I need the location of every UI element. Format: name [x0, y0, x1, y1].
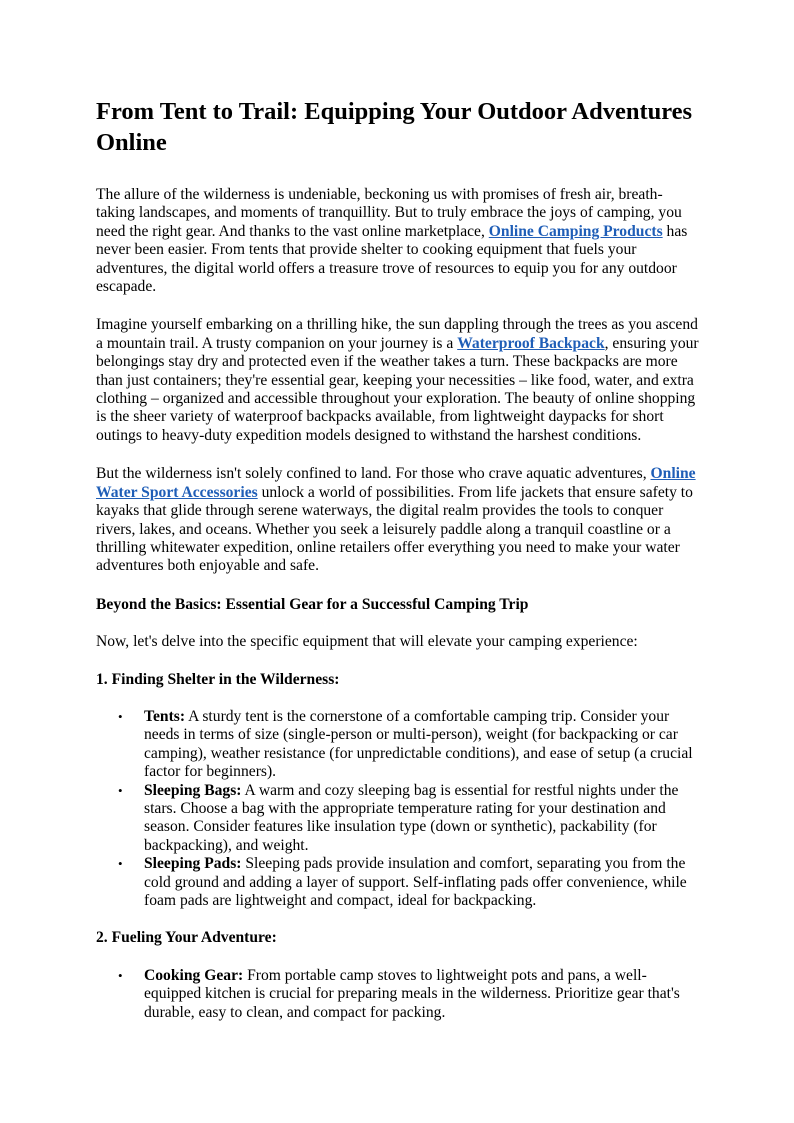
list-item-term: Sleeping Pads: [144, 855, 242, 873]
waterproof-backpack-link[interactable]: Waterproof Backpack [457, 334, 605, 352]
fuel-heading: 2. Fueling Your Adventure: [96, 929, 277, 947]
list-item-text: A sturdy tent is the cornerstone of a comfortable camping trip. Consider your needs in terms of size (single-person or multi-person), weight (for backpacking or car camping), weather resistance (for unpredictable conditions), and ease of setup (a crucial factor for beginners). [144, 707, 693, 781]
list-item-term: Tents: [144, 707, 186, 725]
water-text-before: But the wilderness isn't solely confined to land. For those who crave aquatic adventures, [96, 465, 651, 483]
list-item-term: Cooking Gear: [144, 966, 244, 984]
document-body [96, 96, 700, 1022]
list-item-sleeping-bags [96, 782, 700, 856]
online-water-sport-accessories-link[interactable]: Online Water Sport Accessories [96, 465, 696, 501]
list-item-text: From portable camp stoves to lightweight pots and pans, a well-equipped kitchen is crucial for preparing meals in the wilderness. Prioritize gear that's durable, easy to clean, and compact for packing. [144, 966, 680, 1021]
list-item-term: Sleeping Bags: [144, 781, 242, 799]
backpack-text-after: , ensuring your belongings stay dry and protected even if the weather takes a turn. These backpacks are more than just containers; they're essential gear, keeping your necessities – like food, water, and extra clothing – organized and accessible throughout your exploration. The beauty of online shopping is the sheer variety of waterproof backpacks available, from lightweight daypacks for short outings to heavy-duty expedition models designed to withstand the harshest conditions. [96, 334, 699, 444]
fuel-list [96, 967, 700, 1022]
shelter-heading: 1. Finding Shelter in the Wilderness: [96, 670, 340, 688]
section-intro: Now, let's delve into the specific equipment that will elevate your camping experience: [96, 633, 638, 651]
backpack-text-before: Imagine yourself embarking on a thrilling hike, the sun dappling through the trees as you ascend a mountain trail. A trusty companion on your journey is a [96, 316, 698, 352]
list-item-text: A warm and cozy sleeping bag is essential for restful nights under the stars. Choose a bag with the appropriate temperature rating for your destination and season. Consider features like insulation type (down or synthetic), packability (for backpacking), and weight. [144, 781, 679, 854]
list-item-cooking-gear [96, 967, 700, 1022]
list-item-sleeping-pads [96, 855, 700, 910]
bullet-icon: • [118, 782, 123, 798]
bullet-icon: • [118, 708, 123, 724]
list-item-text: Sleeping pads provide insulation and comfort, separating you from the cold ground and adding a layer of support. Self-inflating pads offer convenience, while foam pads are lightweight and compact, ideal for backpacking. [144, 855, 687, 909]
page-title: From Tent to Trail: Equipping Your Outdoor Adventures Online [96, 98, 693, 156]
section-heading: Beyond the Basics: Essential Gear for a Successful Camping Trip [96, 595, 529, 613]
backpack-paragraph [96, 316, 700, 445]
list-item-tents [96, 708, 700, 782]
bullet-icon: • [118, 967, 123, 983]
intro-text-before: The allure of the wilderness is undeniable, beckoning us with promises of fresh air, breath-taking landscapes, and moments of tranquillity. But to truly embrace the joys of camping, you need the right gear. And thanks to the vast online marketplace, [96, 186, 682, 240]
water-text-after: unlock a world of possibilities. From life jackets that ensure safety to kayaks that glide through serene waterways, the digital realm provides the tools to conquer rivers, lakes, and oceans. Whether you seek a leisurely paddle along a tranquil coastline or a thrilling whitewater expedition, online retailers offer everything you need to make your water adventures both enjoyable and safe. [96, 483, 693, 575]
online-camping-products-link[interactable]: Online Camping Products [488, 222, 663, 240]
intro-paragraph [96, 186, 700, 296]
bullet-icon: • [118, 856, 123, 872]
shelter-list [96, 708, 700, 910]
intro-text-after: has never been easier. From tents that provide shelter to cooking equipment that fuels your adventures, the digital world offers a treasure trove of resources to equip you for any outdoor escapade. [96, 222, 688, 296]
water-sport-paragraph [96, 465, 700, 575]
